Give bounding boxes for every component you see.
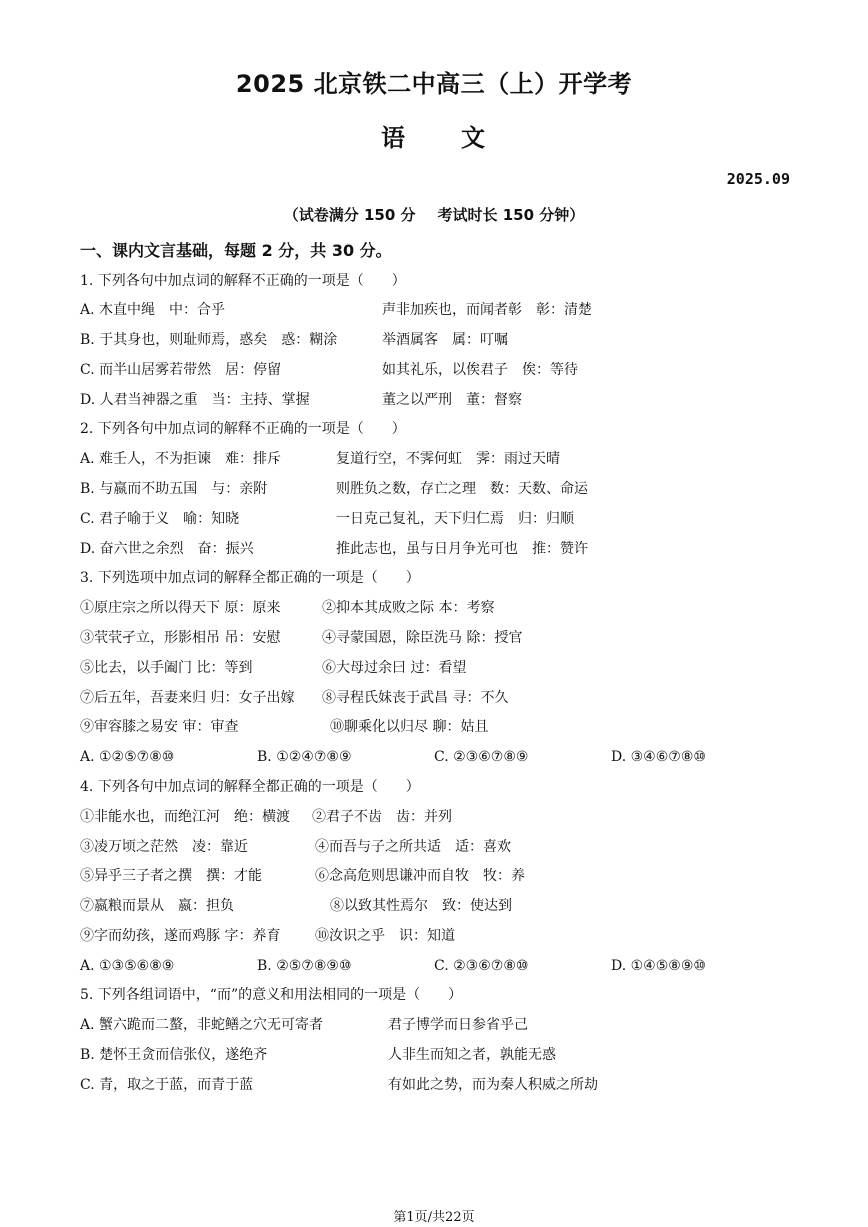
- item-left: ⑦嬴粮而景从 嬴：担负: [80, 898, 234, 914]
- answer-option-c: C. ②③⑥⑦⑧⑨: [434, 749, 529, 765]
- question-stem: 5. 下列各组词语中，“而”的意义和用法相同的一项是（ ）: [80, 987, 463, 1003]
- answer-option-a: A. ①②⑤⑦⑧⑩: [80, 749, 175, 765]
- item-left: ⑨字而幼孩，遂而鸡豚 字：养育: [80, 928, 281, 944]
- option-right: 声非加疾也，而闻者彰 彰：清楚: [382, 302, 592, 318]
- option-left: C. 君子喻于义 喻：知晓: [80, 511, 240, 527]
- subject-heading: [0, 118, 868, 153]
- option-row: [80, 359, 578, 381]
- question-stem: 1. 下列各句中加点词的解释不正确的一项是（ ）: [80, 273, 406, 289]
- item-right: ⑥念高危则思谦冲而自牧 牧：养: [315, 868, 525, 884]
- item-left: ③茕茕孑立，形影相吊 吊：安慰: [80, 630, 281, 646]
- option-left: D. 人君当神器之重 当：主持、掌握: [80, 392, 310, 408]
- item-right: ⑩聊乘化以归尽 聊：姑且: [330, 719, 489, 735]
- item-right: ⑧以致其性焉尔 致：使达到: [330, 898, 512, 914]
- option-row: [80, 299, 592, 321]
- answer-option-d: D. ①④⑤⑧⑨⑩: [611, 958, 706, 974]
- subject-char-1: 语: [381, 124, 407, 152]
- option-right: 则胜负之数，存亡之理 数：天数、命运: [336, 481, 588, 497]
- exam-info: [0, 204, 868, 225]
- exam-date: 2025.09: [726, 170, 790, 188]
- item-left: ①原庄宗之所以得天下 原：原来: [80, 600, 281, 616]
- answer-option-d: D. ③④⑥⑦⑧⑩: [611, 749, 706, 765]
- item-row: [80, 657, 467, 679]
- item-right: ②抑本其成败之际 本：考察: [322, 600, 495, 616]
- item-right: ④寻蒙国恩，除臣洗马 除：授官: [322, 630, 523, 646]
- answer-option-c: C. ②③⑥⑦⑧⑩: [434, 958, 529, 974]
- exam-title: 2025 北京铁二中高三（上）开学考: [235, 70, 633, 98]
- item-left: ③凌万顷之茫然 凌：靠近: [80, 839, 248, 855]
- item-left: ⑤比去，以手阖门 比：等到: [80, 660, 253, 676]
- item-row: [80, 597, 495, 619]
- option-left: A. 蟹六跪而二螯，非蛇鳝之穴无可寄者: [80, 1017, 324, 1033]
- answer-row: [80, 746, 706, 768]
- option-row: [80, 508, 574, 530]
- section-heading: 一、课内文言基础，每题 2 分，共 30 分。: [80, 241, 392, 260]
- option-left: B. 与嬴而不助五国 与：亲附: [80, 481, 268, 497]
- item-row: [80, 925, 455, 947]
- full-score: （试卷满分 150 分: [283, 206, 416, 224]
- item-row: [80, 687, 509, 709]
- option-right: 君子博学而日参省乎己: [388, 1017, 528, 1033]
- item-right: ④而吾与子之所共适 适：喜欢: [315, 839, 511, 855]
- item-right: ⑩汝识之乎 识：知道: [315, 928, 455, 944]
- item-row: [80, 627, 523, 649]
- answer-option-b: B. ②⑤⑦⑧⑨⑩: [257, 958, 352, 974]
- page-number: 第1页/共22页: [393, 1210, 475, 1225]
- option-row: [80, 538, 588, 560]
- option-left: B. 楚怀王贪而信张仪，遂绝齐: [80, 1047, 268, 1063]
- item-row: [80, 836, 511, 858]
- option-right: 推此志也，虽与日月争光可也 推：赞许: [336, 541, 588, 557]
- answer-row: [80, 955, 706, 977]
- option-right: 董之以严刑 董：督察: [382, 392, 522, 408]
- option-right: 举酒属客 属：叮嘱: [382, 332, 508, 348]
- item-row: [80, 806, 452, 828]
- item-left: ①非能水也，而绝江河 绝：横渡: [80, 809, 290, 825]
- option-right: 有如此之势，而为秦人积威之所劫: [388, 1077, 598, 1093]
- answer-option-b: B. ①②④⑦⑧⑨: [257, 749, 352, 765]
- subject-char-2: 文: [461, 124, 487, 152]
- option-right: 复道行空，不霁何虹 霁：雨过天晴: [336, 451, 560, 467]
- option-left: C. 而半山居雾若带然 居：停留: [80, 362, 282, 378]
- question-stem: 2. 下列各句中加点词的解释不正确的一项是（ ）: [80, 421, 406, 437]
- option-row: [80, 1014, 528, 1036]
- option-left: A. 难壬人，不为拒谏 难：排斥: [80, 451, 282, 467]
- question-stem: 4. 下列各句中加点词的解释全都正确的一项是（ ）: [80, 779, 420, 795]
- option-left: D. 奋六世之余烈 奋：振兴: [80, 541, 254, 557]
- item-left: ⑤异乎三子者之撰 撰：才能: [80, 868, 262, 884]
- item-left: ⑨审容膝之易安 审：审查: [80, 719, 239, 735]
- item-right: ⑧寻程氏妹丧于武昌 寻：不久: [322, 690, 509, 706]
- option-row: [80, 478, 588, 500]
- option-row: [80, 329, 508, 351]
- option-left: C. 青，取之于蓝，而青于蓝: [80, 1077, 254, 1093]
- question-stem: 3. 下列选项中加点词的解释全都正确的一项是（ ）: [80, 570, 420, 586]
- item-row: [80, 865, 525, 887]
- item-right: ⑥大母过余曰 过：看望: [322, 660, 467, 676]
- item-row: [80, 716, 489, 738]
- option-right: 如其礼乐，以俟君子 俟：等待: [382, 362, 578, 378]
- option-row: [80, 389, 522, 411]
- option-row: [80, 448, 560, 470]
- answer-option-a: A. ①③⑤⑥⑧⑨: [80, 958, 175, 974]
- exam-duration: 考试时长 150 分钟）: [437, 206, 585, 224]
- option-left: B. 于其身也，则耻师焉，惑矣 惑：糊涂: [80, 332, 338, 348]
- option-right: 人非生而知之者，孰能无惑: [388, 1047, 556, 1063]
- item-right: ②君子不齿 齿：并列: [312, 809, 452, 825]
- option-left: A. 木直中绳 中：合乎: [80, 302, 226, 318]
- item-left: ⑦后五年，吾妻来归 归：女子出嫁: [80, 690, 295, 706]
- option-row: [80, 1074, 598, 1096]
- option-right: 一日克己复礼，天下归仁焉 归：归顺: [336, 511, 574, 527]
- option-row: [80, 1044, 556, 1066]
- item-row: [80, 895, 512, 917]
